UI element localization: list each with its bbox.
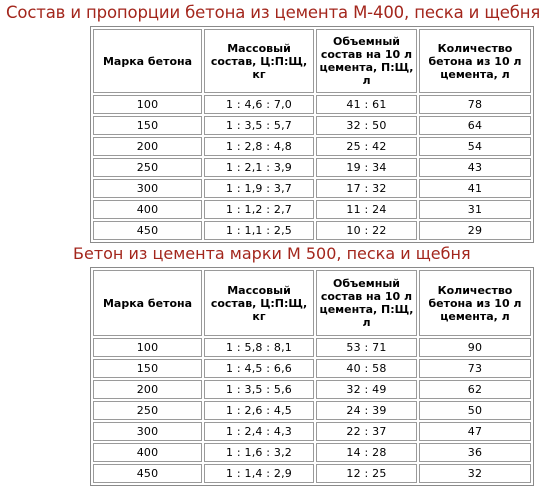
table2-header-grade: Марка бетона xyxy=(93,270,202,336)
table-row xyxy=(93,422,531,441)
table-cell: 300 xyxy=(93,422,202,441)
table-cell: 17 : 32 xyxy=(316,179,417,198)
table-cell: 450 xyxy=(93,221,202,240)
table1-header-volume: Объемный состав на 10 л цемента, П:Щ, л xyxy=(316,29,417,93)
table-row xyxy=(93,359,531,378)
table-cell: 10 : 22 xyxy=(316,221,417,240)
table-cell: 1 : 1,1 : 2,5 xyxy=(204,221,314,240)
table-cell: 100 xyxy=(93,338,202,357)
table-cell: 50 xyxy=(419,401,531,420)
table-cell: 450 xyxy=(93,464,202,483)
table-cell: 200 xyxy=(93,380,202,399)
table-row xyxy=(93,380,531,399)
table-cell: 62 xyxy=(419,380,531,399)
table-cell: 53 : 71 xyxy=(316,338,417,357)
table-cell: 43 xyxy=(419,158,531,177)
table-cell: 64 xyxy=(419,116,531,135)
table-cell: 32 : 50 xyxy=(316,116,417,135)
table-cell: 200 xyxy=(93,137,202,156)
table-cell: 47 xyxy=(419,422,531,441)
table-cell: 24 : 39 xyxy=(316,401,417,420)
table-cell: 32 xyxy=(419,464,531,483)
table-cell: 14 : 28 xyxy=(316,443,417,462)
table-cell: 32 : 49 xyxy=(316,380,417,399)
table1-header-yield: Количество бетона из 10 л цемента, л xyxy=(419,29,531,93)
table-cell: 1 : 5,8 : 8,1 xyxy=(204,338,314,357)
table-cell: 250 xyxy=(93,158,202,177)
table-row xyxy=(93,158,531,177)
table-cell: 1 : 1,4 : 2,9 xyxy=(204,464,314,483)
table-cell: 29 xyxy=(419,221,531,240)
table-cell: 41 : 61 xyxy=(316,95,417,114)
table-cell: 250 xyxy=(93,401,202,420)
table1-title: Состав и пропорции бетона из цемента М-400, песка и щебня xyxy=(6,3,541,22)
table-cell: 19 : 34 xyxy=(316,158,417,177)
table-cell: 400 xyxy=(93,200,202,219)
table-cell: 300 xyxy=(93,179,202,198)
table-cell: 150 xyxy=(93,359,202,378)
table2 xyxy=(90,267,534,486)
table2-header-row xyxy=(93,270,531,336)
table-cell: 1 : 2,4 : 4,3 xyxy=(204,422,314,441)
table2-header-yield: Количество бетона из 10 л цемента, л xyxy=(419,270,531,336)
table-row xyxy=(93,200,531,219)
table-cell: 73 xyxy=(419,359,531,378)
table1-header-row xyxy=(93,29,531,93)
table-cell: 36 xyxy=(419,443,531,462)
table-cell: 41 xyxy=(419,179,531,198)
table1 xyxy=(90,26,534,243)
table-row xyxy=(93,401,531,420)
table-cell: 40 : 58 xyxy=(316,359,417,378)
table2-header-volume: Объемный состав на 10 л цемента, П:Щ, л xyxy=(316,270,417,336)
table-cell: 90 xyxy=(419,338,531,357)
table-row xyxy=(93,137,531,156)
table-cell: 1 : 4,6 : 7,0 xyxy=(204,95,314,114)
table-cell: 1 : 1,2 : 2,7 xyxy=(204,200,314,219)
table-cell: 1 : 4,5 : 6,6 xyxy=(204,359,314,378)
table-cell: 1 : 3,5 : 5,7 xyxy=(204,116,314,135)
table-cell: 150 xyxy=(93,116,202,135)
table-cell: 100 xyxy=(93,95,202,114)
table-cell: 1 : 2,6 : 4,5 xyxy=(204,401,314,420)
table-row xyxy=(93,338,531,357)
table-cell: 1 : 1,9 : 3,7 xyxy=(204,179,314,198)
table1-header-grade: Марка бетона xyxy=(93,29,202,93)
table-cell: 1 : 2,1 : 3,9 xyxy=(204,158,314,177)
table-cell: 25 : 42 xyxy=(316,137,417,156)
table-cell: 1 : 3,5 : 5,6 xyxy=(204,380,314,399)
table-cell: 12 : 25 xyxy=(316,464,417,483)
table2-header-mass: Массовый состав, Ц:П:Щ, кг xyxy=(204,270,314,336)
table-cell: 31 xyxy=(419,200,531,219)
table-row xyxy=(93,443,531,462)
table-cell: 22 : 37 xyxy=(316,422,417,441)
table-row xyxy=(93,179,531,198)
table-cell: 400 xyxy=(93,443,202,462)
table-cell: 1 : 1,6 : 3,2 xyxy=(204,443,314,462)
table2-title: Бетон из цемента марки М 500, песка и щебня xyxy=(73,244,471,263)
table-row xyxy=(93,221,531,240)
table-cell: 54 xyxy=(419,137,531,156)
table-cell: 78 xyxy=(419,95,531,114)
table-cell: 11 : 24 xyxy=(316,200,417,219)
table-row xyxy=(93,464,531,483)
table-cell: 1 : 2,8 : 4,8 xyxy=(204,137,314,156)
table-row xyxy=(93,116,531,135)
table-row xyxy=(93,95,531,114)
table1-header-mass: Массовый состав, Ц:П:Щ, кг xyxy=(204,29,314,93)
